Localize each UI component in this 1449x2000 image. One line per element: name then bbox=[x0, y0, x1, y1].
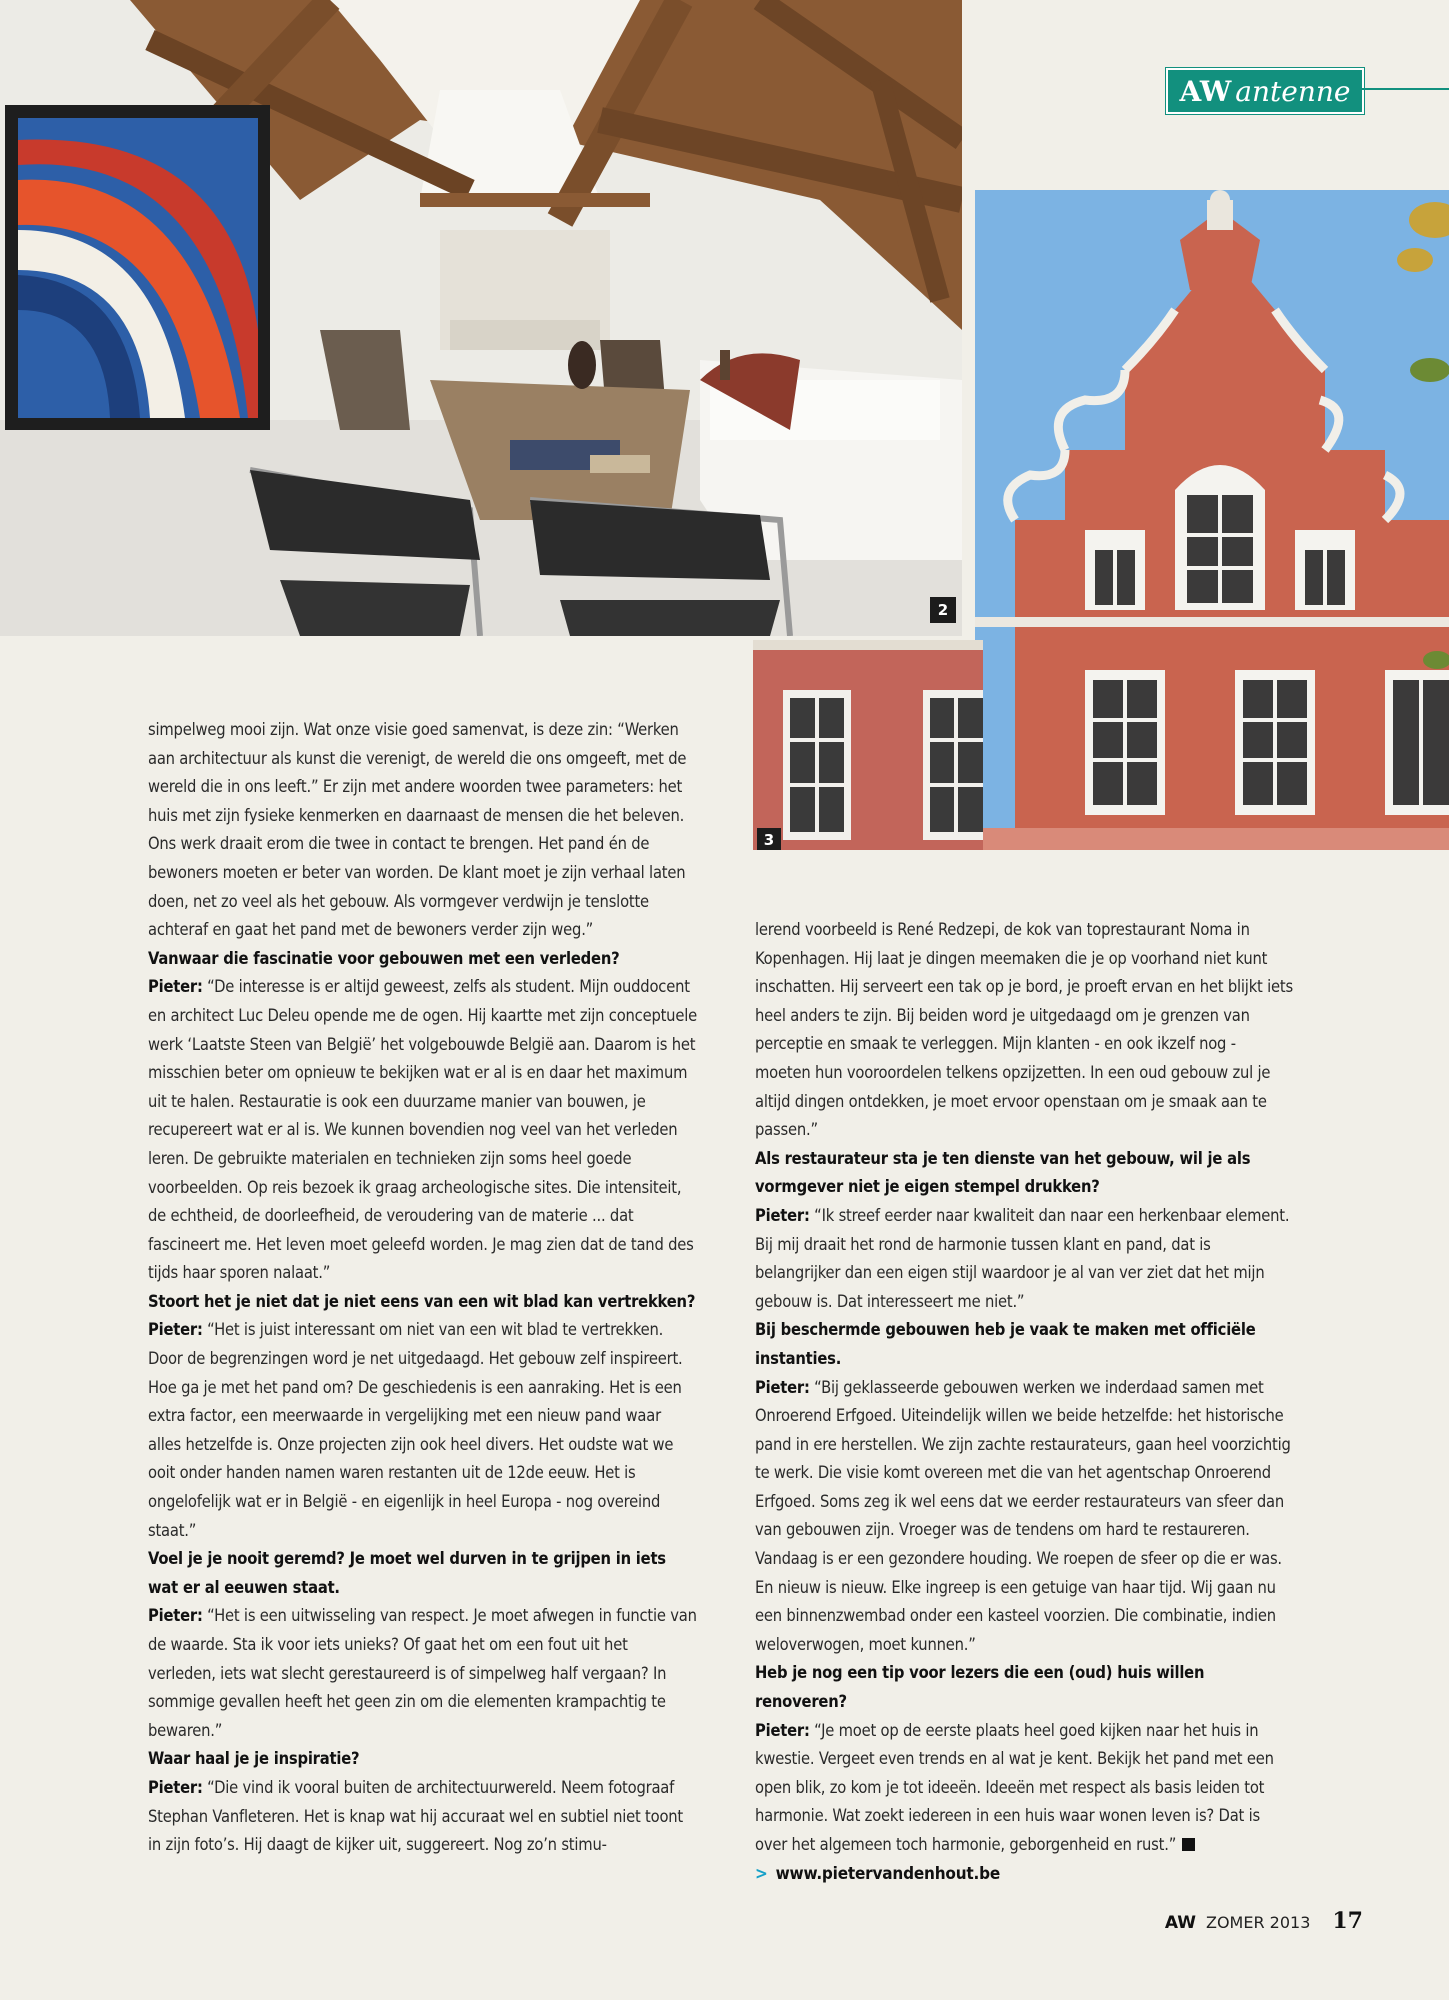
answer-text: “De interesse is er altijd geweest, zelfs als student. Mijn ouddocent en architect Luc Deleu opende me de ogen. Hij kaartte met zijn conceptuele werk ‘Laatste Steen van België’ het volgebouwde België aan. Daarom is het misschien beter om opnieuw te bekijken wat er al is en daar het maximum uit te halen. Restauratie is ook een duurzame manier van bouwen, je recupereert wat er al is. We kunnen bovendien nog veel van het verleden leren. De gebruikte materialen en technieken zijn soms heel goede voorbeelden. Op reis bezoek ik graag archeologische sites. Die intensiteit, de echtheid, de doorleefheid, de veroudering van de materie ... dat fascineert me. Het leven moet geleefd worden. Je mag zien dat de tand des tijds haar sporen nalaat.” bbox=[148, 977, 697, 1283]
article-column-left bbox=[148, 716, 698, 1860]
interview-answer bbox=[755, 1202, 1295, 1316]
interview-question: Als restaurateur sta je ten dienste van het gebouw, wil je als vormgever niet je eigen stempel drukken? bbox=[755, 1148, 1251, 1197]
end-mark-icon bbox=[1182, 1838, 1195, 1851]
paragraph: simpelweg mooi zijn. Wat onze visie goed samenvat, is deze zin: “Werken aan architectuur als kunst die verenigt, de wereld die ons omgeeft, met de wereld die in ons leeft.” Er zijn met andere woorden twee parameters: het huis met zijn fysieke kenmerken en daarnaast de mensen die het beleven. Ons werk draait erom die twee in contact te brengen. Het pand én de bewoners moeten er beter van worden. De klant moet je zijn verhaal laten doen, net zo veel als het gebouw. Als vormgever verdwijn je tenslotte achteraf en gaat het pand met de bewoners verder zijn weg.” bbox=[148, 720, 687, 940]
interview-answer bbox=[755, 1374, 1295, 1660]
interview-answer bbox=[755, 1717, 1295, 1860]
answer-text: “Het is een uitwisseling van respect. Je moet afwegen in functie van de waarde. Sta ik voor iets unieks? Of gaat het om een fout uit het verleden, iets wat slecht gerestaureerd is of simpelweg half vergaan? In sommige gevallen heeft het geen zin om die elementen krampachtig te bewaren.” bbox=[148, 1606, 697, 1740]
footer-issue: ZOMER 2013 bbox=[1205, 1913, 1311, 1932]
photo-number-badge: 2 bbox=[930, 597, 956, 623]
attic-interior-illustration bbox=[0, 0, 962, 636]
facade-illustration bbox=[975, 190, 1449, 850]
speaker-label: Pieter: bbox=[148, 1777, 203, 1797]
speaker-label: Pieter: bbox=[755, 1720, 810, 1740]
section-tag-name: antenne bbox=[1235, 74, 1351, 108]
interview-answer bbox=[148, 1602, 698, 1745]
speaker-label: Pieter: bbox=[755, 1377, 810, 1397]
interview-question: Voel je je nooit geremd? Je moet wel durven in te grijpen in iets wat er al eeuwen staat. bbox=[148, 1549, 666, 1597]
interview-answer bbox=[148, 973, 698, 1288]
answer-text: “Die vind ik vooral buiten de architectuurwereld. Neem fotograaf Stephan Vanfleteren. Het is knap wat hij accuraat wel en subtiel niet toont in zijn foto’s. Hij daagt de kijker uit, suggereert. Nog zo’n stimu- bbox=[148, 1777, 683, 1855]
interview-question: Bij beschermde gebouwen heb je vaak te maken met officiële instanties. bbox=[755, 1320, 1256, 1368]
facade-lower-illustration bbox=[753, 640, 983, 850]
speaker-label: Pieter: bbox=[755, 1205, 810, 1225]
interview-question: Waar haal je je inspiratie? bbox=[148, 1749, 360, 1769]
page-number: 17 bbox=[1332, 1908, 1363, 1934]
interview-answer bbox=[148, 1774, 698, 1860]
answer-text: “Het is juist interessant om niet van een wit blad te vertrekken. Door de begrenzingen word je net uitgedaagd. Het gebouw zelf inspireert. Hoe ga je met het pand om? De geschiedenis is een aanraking. Het is een extra factor, een meerwaarde in vergelijking met een nieuw pand waar alles hetzelfde is. Onze projecten zijn ook heel divers. Het oudste wat we ooit onder handen namen waren restanten uit de 12de eeuw. Het is ongelofelijk wat er in België - en eigenlijk in heel Europa - nog overeind staat.” bbox=[148, 1320, 683, 1540]
photo-attic-interior bbox=[0, 0, 962, 636]
interview-question: Heb je nog een tip voor lezers die een (oud) huis willen renoveren? bbox=[755, 1663, 1205, 1712]
section-tag bbox=[1166, 68, 1364, 114]
answer-text: “Ik streef eerder naar kwaliteit dan naar een herkenbaar element. Bij mij draait het rond de harmonie tussen klant en pand, dat is belangrijker dan een eigen stijl waardoor je al van ver ziet dat het mijn gebouw is. Dat interesseert me niet.” bbox=[755, 1205, 1290, 1311]
section-tag-brand: AW bbox=[1179, 74, 1232, 108]
section-tag-rule bbox=[1362, 88, 1449, 90]
page-footer bbox=[1165, 1908, 1363, 1934]
speaker-label: Pieter: bbox=[148, 977, 203, 997]
interview-question: Vanwaar die fascinatie voor gebouwen met een verleden? bbox=[148, 948, 620, 968]
article-column-right bbox=[755, 916, 1295, 1888]
photo-number-badge: 3 bbox=[757, 828, 781, 850]
interview-question: Stoort het je niet dat je niet eens van een wit blad kan vertrekken? bbox=[148, 1291, 696, 1311]
speaker-label: Pieter: bbox=[148, 1606, 203, 1626]
photo-facade-lower bbox=[753, 640, 983, 850]
paragraph: lerend voorbeeld is René Redzepi, de kok van toprestaurant Noma in Kopenhagen. Hij laat je dingen meemaken die je op voorhand niet kunt inschatten. Hij serveert een tak op je bord, je proeft ervan en het blijkt iets heel anders te zijn. Bij beiden word je uitgedaagd om je grenzen van perceptie en smaak te verleggen. Mijn klanten - en ook ikzelf nog - moeten hun vooroordelen telkens opzijzetten. In een oud gebouw zul je altijd dingen ontdekken, je moet ervoor openstaan om je smaak aan te passen.” bbox=[755, 920, 1293, 1140]
answer-text: “Bij geklasseerde gebouwen werken we inderdaad samen met Onroerend Erfgoed. Uiteindelijk willen we beide hetzelfde: het historische pand in ere herstellen. We zijn zachte restaurateurs, gaan heel voorzichtig te werk. Die visie komt overeen met die van het agentschap Onroerend Erfgoed. Soms zeg ik wel eens dat we eerder restaurateurs van sfeer dan van gebouwen zijn. Vroeger was de tendens om hard te restaureren. Vandaag is er een gezondere houding. We roepen de sfeer op die er was. En nieuw is nieuw. Elke ingreep is een getuige van haar tijd. Wij gaan nu een binnenzwembad onder een kasteel voorzien. Die combinatie, indien weloverwogen, moet kunnen.” bbox=[755, 1377, 1291, 1654]
answer-text: “Je moet op de eerste plaats heel goed kijken naar het huis in kwestie. Vergeet even trends en al wat je kent. Bekijk het pand met een open blik, zo kom je tot ideeën. Ideeën met respect als basis leiden tot harmonie. Wat zoekt iedereen in een huis waar wonen leven is? Dat is over het algemeen toch harmonie, geborgenheid en rust.” bbox=[755, 1720, 1274, 1854]
interview-answer bbox=[148, 1316, 698, 1545]
speaker-label: Pieter: bbox=[148, 1320, 203, 1340]
website-link[interactable]: www.pietervandenhout.be bbox=[775, 1863, 1001, 1884]
arrow-icon: > bbox=[755, 1863, 768, 1884]
website-link-row bbox=[755, 1860, 1295, 1889]
footer-magazine: AW bbox=[1164, 1913, 1196, 1933]
photo-facade bbox=[975, 190, 1449, 850]
